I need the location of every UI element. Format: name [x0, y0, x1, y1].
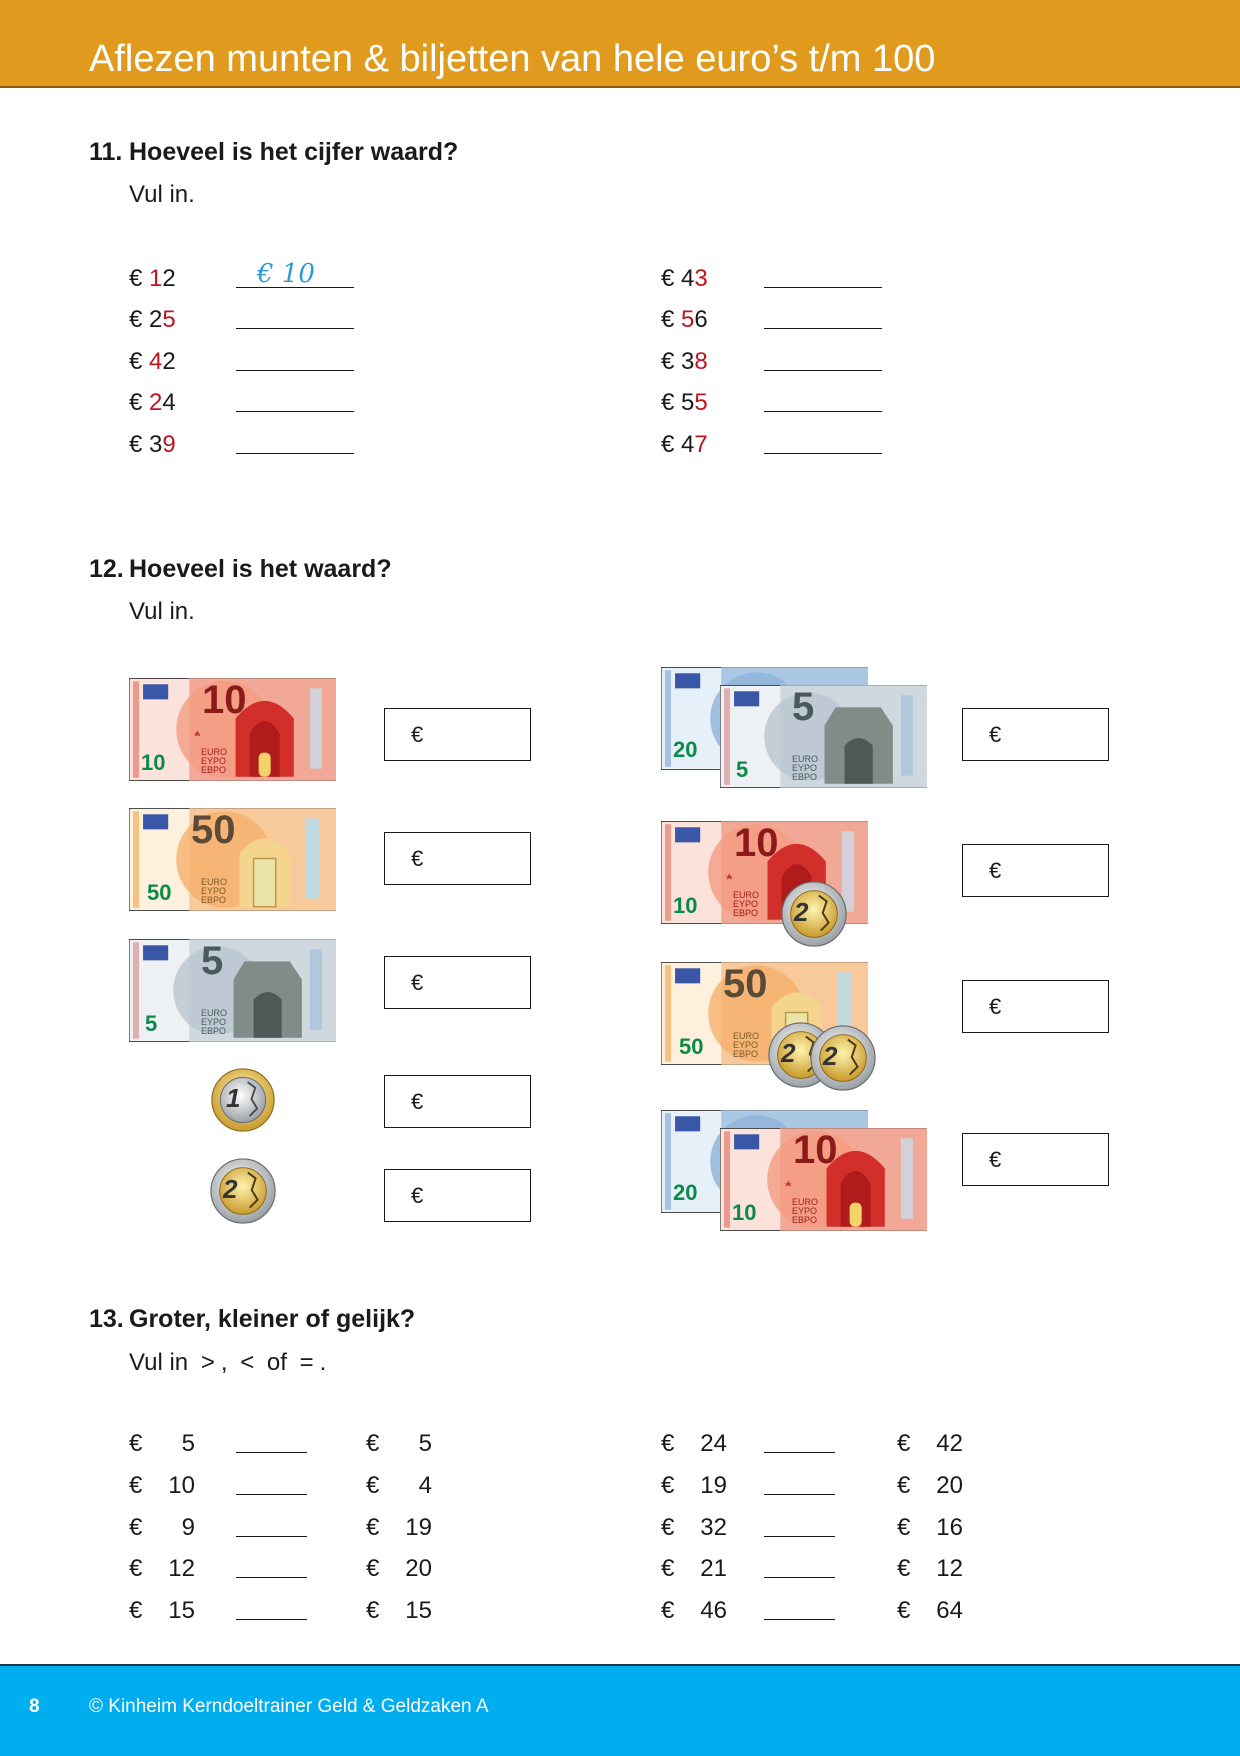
compare-value-a: € 5 [129, 1430, 195, 1457]
section-11-number: 11. [89, 138, 123, 166]
euro-symbol: € [989, 1147, 1002, 1172]
amount-box[interactable] [384, 1075, 531, 1128]
banknote-euro-text: EURO EYPO EBPO [733, 1031, 760, 1059]
answer-line[interactable] [764, 370, 882, 371]
euro-symbol: € [989, 858, 1002, 883]
value-item: € 47 [661, 431, 708, 458]
compare-value-a: € 12 [129, 1555, 195, 1582]
coin-1-euro [210, 1067, 276, 1133]
banknote-5 [720, 685, 927, 788]
euro-symbol: € [411, 1183, 424, 1208]
banknote-euro-text: EURO EYPO EBPO [792, 1197, 819, 1225]
compare-value-b: € 16 [897, 1514, 963, 1541]
answer-line[interactable] [236, 411, 354, 412]
section-12-heading: Hoeveel is het waard? [129, 555, 392, 583]
banknote-corner-value: 10 [673, 893, 698, 918]
section-13-number: 13. [89, 1305, 124, 1333]
compare-value-b: € 5 [366, 1430, 432, 1457]
value-item: € 24 [129, 389, 176, 416]
compare-value-b: € 15 [366, 1597, 432, 1624]
section-11-heading: Hoeveel is het cijfer waard? [129, 138, 459, 166]
euro-symbol: € [411, 970, 424, 995]
banknote-value: 50 [191, 808, 236, 852]
compare-value-b: € 42 [897, 1430, 963, 1457]
section-11-instruction: Vul in. [129, 181, 195, 208]
section-13-heading: Groter, kleiner of gelijk? [129, 1305, 416, 1333]
value-item: € 55 [661, 389, 708, 416]
coin-value: 2 [794, 897, 809, 927]
compare-answer-line[interactable] [236, 1577, 307, 1578]
banknote-euro-text: EURO EYPO EBPO [733, 890, 760, 918]
euro-symbol: € [989, 994, 1002, 1019]
coin-2-euro [209, 1157, 277, 1225]
amount-box[interactable] [962, 844, 1109, 897]
banknote-corner-value: 5 [145, 1011, 158, 1036]
copyright: © Kinheim Kerndoeltrainer Geld & Geldzaken A [89, 1696, 489, 1717]
value-item: € 25 [129, 306, 176, 333]
compare-answer-line[interactable] [764, 1452, 835, 1453]
compare-value-b: € 19 [366, 1514, 432, 1541]
coin-value: 2 [781, 1038, 796, 1068]
value-item: € 39 [129, 431, 176, 458]
compare-value-b: € 20 [897, 1472, 963, 1499]
value-item: € 38 [661, 348, 708, 375]
banknote-value: 10 [734, 821, 779, 865]
compare-answer-line[interactable] [236, 1619, 307, 1620]
euro-symbol: € [989, 722, 1002, 747]
compare-answer-line[interactable] [764, 1494, 835, 1495]
value-item: € 42 [129, 348, 176, 375]
compare-value-a: € 32 [661, 1514, 727, 1541]
value-item: € 12 [129, 265, 176, 292]
page-title: Aflezen munten & biljetten van hele euro’s t/m 100 [89, 38, 936, 80]
banknote-euro-text: EURO EYPO EBPO [201, 1008, 228, 1036]
value-item: € 56 [661, 306, 708, 333]
answer-line[interactable] [236, 453, 354, 454]
banknote-value: 5 [792, 685, 815, 729]
coin-value: 2 [223, 1174, 238, 1204]
amount-box[interactable] [384, 956, 531, 1009]
coin-2-euro [780, 880, 848, 948]
page-header [0, 0, 1240, 88]
banknote-corner-value: 20 [673, 737, 698, 762]
section-13-title [89, 1305, 415, 1334]
compare-value-a: € 15 [129, 1597, 195, 1624]
banknote-value: 50 [723, 962, 768, 1006]
compare-value-b: € 12 [897, 1555, 963, 1582]
compare-value-b: € 4 [366, 1472, 432, 1499]
compare-answer-line[interactable] [764, 1619, 835, 1620]
answer-line[interactable] [764, 453, 882, 454]
coin-value: 1 [226, 1083, 241, 1113]
compare-answer-line[interactable] [764, 1536, 835, 1537]
compare-value-a: € 9 [129, 1514, 195, 1541]
amount-box[interactable] [384, 1169, 531, 1222]
answer-line[interactable] [764, 328, 882, 329]
compare-value-a: € 21 [661, 1555, 727, 1582]
compare-answer-line[interactable] [236, 1452, 307, 1453]
section-13-instruction: Vul in > , < of = . [129, 1349, 327, 1376]
banknote-50 [129, 808, 336, 911]
banknote-euro-text: EURO EYPO EBPO [792, 754, 819, 782]
banknote-corner-value: 20 [673, 1180, 698, 1205]
value-item: € 43 [661, 265, 708, 292]
euro-symbol: € [411, 846, 424, 871]
compare-value-a: € 19 [661, 1472, 727, 1499]
banknote-euro-text: EURO EYPO EBPO [201, 747, 228, 775]
compare-answer-line[interactable] [236, 1494, 307, 1495]
banknote-value: 5 [201, 939, 224, 983]
compare-value-a: € 24 [661, 1430, 727, 1457]
answer-line[interactable] [764, 411, 882, 412]
page-footer [0, 1664, 1240, 1756]
banknote-corner-value: 10 [141, 750, 166, 775]
compare-value-b: € 20 [366, 1555, 432, 1582]
section-12-instruction: Vul in. [129, 598, 195, 625]
amount-box[interactable] [384, 832, 531, 885]
banknote-euro-text: EURO EYPO EBPO [201, 877, 228, 905]
banknote-corner-value: 50 [679, 1034, 704, 1059]
euro-symbol: € [411, 722, 424, 747]
compare-value-b: € 64 [897, 1597, 963, 1624]
euro-symbol: € [411, 1089, 424, 1114]
answer-line[interactable] [236, 370, 354, 371]
banknote-value: 10 [793, 1128, 838, 1172]
section-12-number: 12. [89, 555, 124, 583]
amount-box[interactable] [962, 1133, 1109, 1186]
compare-answer-line[interactable] [236, 1536, 307, 1537]
section-11-title [89, 138, 458, 167]
compare-value-a: € 10 [129, 1472, 195, 1499]
banknote-corner-value: 5 [736, 757, 749, 782]
banknote-5 [129, 939, 336, 1042]
banknote-10 [129, 678, 336, 781]
amount-box[interactable] [962, 708, 1109, 761]
coin-value: 2 [823, 1041, 838, 1071]
banknote-corner-value: 10 [732, 1200, 757, 1225]
answer-line[interactable] [764, 287, 882, 288]
compare-answer-line[interactable] [764, 1577, 835, 1578]
banknote-corner-value: 50 [147, 880, 172, 905]
amount-box[interactable] [384, 708, 531, 761]
compare-value-a: € 46 [661, 1597, 727, 1624]
coin-2-euro [809, 1024, 877, 1092]
banknote-10 [720, 1128, 927, 1231]
section-12-title [89, 555, 392, 584]
answer-line[interactable] [236, 328, 354, 329]
example-answer: € 10 [257, 259, 315, 289]
amount-box[interactable] [962, 980, 1109, 1033]
page-number: 8 [29, 1696, 40, 1717]
banknote-value: 10 [202, 678, 247, 722]
